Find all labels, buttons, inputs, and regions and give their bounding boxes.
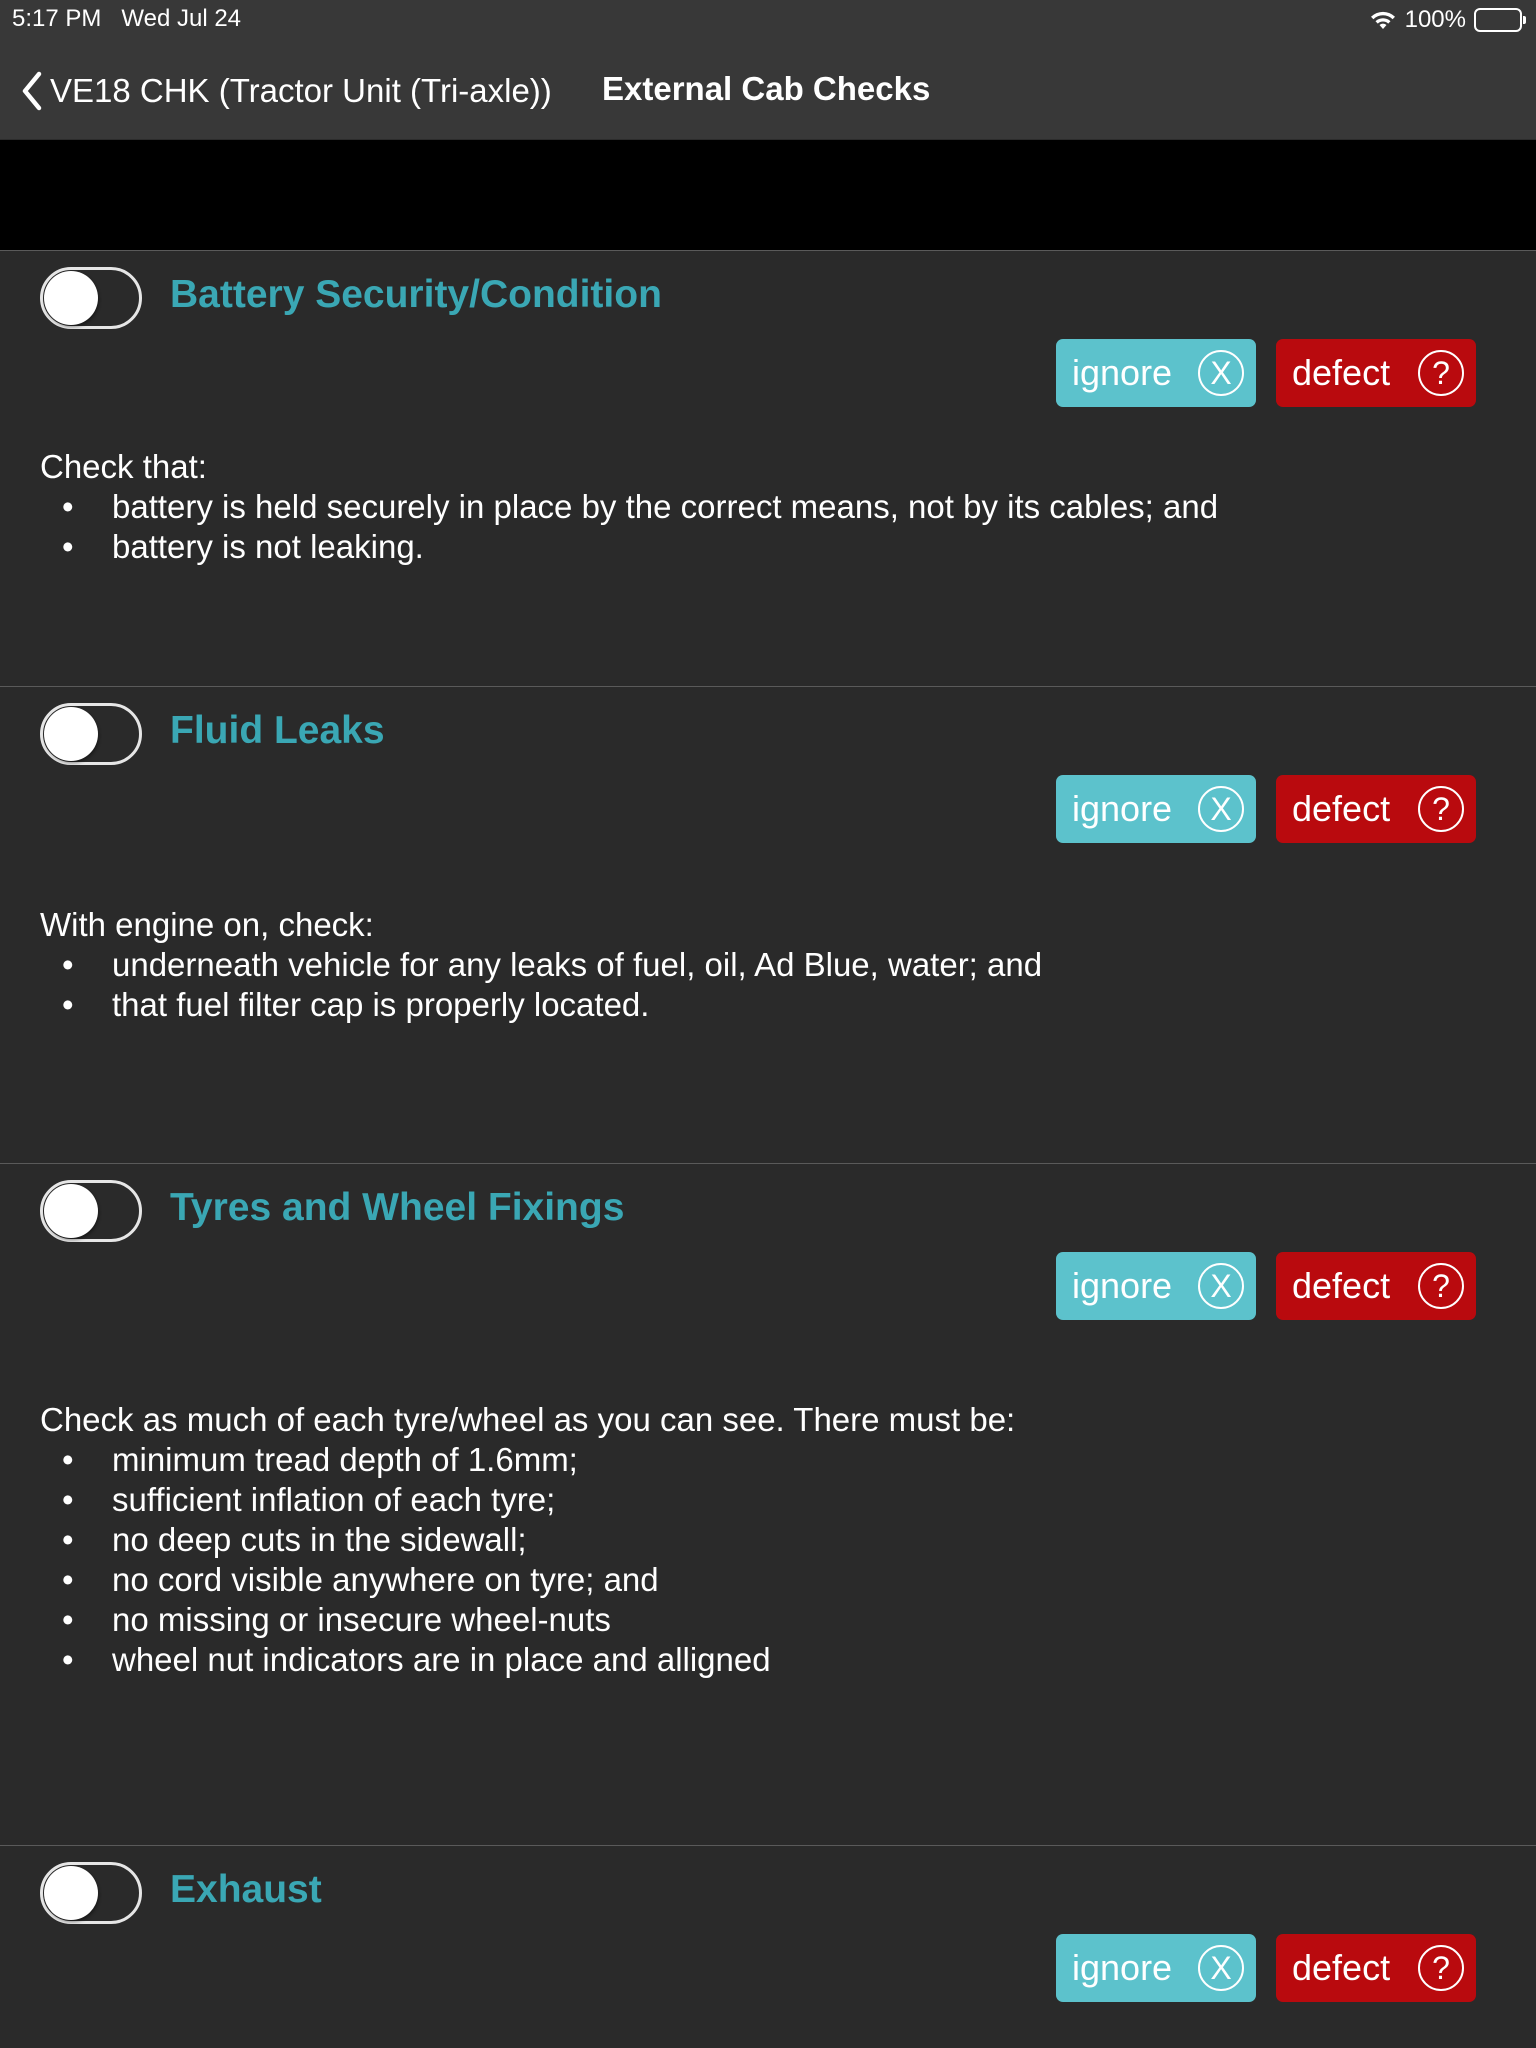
check-item [0,1163,1536,1845]
page-title: External Cab Checks [602,70,931,107]
close-circle-icon: X [1198,1263,1244,1309]
ignore-button-label: ignore [1072,1947,1173,1988]
status-bar [0,0,1536,40]
navigation-bar [0,40,1536,140]
check-toggle[interactable] [40,267,142,329]
list-item: • wheel nut indicators are in place and alligned [62,1641,771,1678]
list-item: • minimum tread depth of 1.6mm; [62,1441,578,1478]
check-description [40,1400,1015,1680]
defect-button-label: defect [1292,352,1391,393]
close-circle-icon: X [1198,1945,1244,1991]
check-description [40,447,1218,567]
ignore-button[interactable] [1056,1934,1256,2002]
help-circle-icon: ? [1418,1263,1464,1309]
check-item [0,686,1536,1163]
check-bullet-list [40,487,1218,567]
check-title: Tyres and Wheel Fixings [170,1186,625,1229]
ignore-button[interactable] [1056,339,1256,407]
close-circle-icon: X [1198,786,1244,832]
ignore-button-label: ignore [1072,352,1173,393]
ignore-button-label: ignore [1072,788,1173,829]
defect-button[interactable] [1276,339,1476,407]
list-item: • battery is not leaking. [62,528,424,565]
chevron-left-icon [20,70,44,112]
status-indicators [1369,5,1522,35]
status-date: Wed Jul 24 [121,5,242,32]
check-toggle[interactable] [40,1862,142,1924]
help-circle-icon: ? [1418,350,1464,396]
check-title: Fluid Leaks [170,709,385,752]
back-button[interactable] [20,68,552,114]
battery-icon [1474,8,1522,32]
check-description [40,905,1042,1025]
check-intro: Check as much of each tyre/wheel as you can see. There must be: [40,1401,1016,1438]
wifi-icon [1369,9,1397,31]
ignore-button[interactable] [1056,775,1256,843]
ignore-button-label: ignore [1072,1265,1173,1306]
close-circle-icon: X [1198,350,1244,396]
list-item: • that fuel filter cap is properly located. [62,986,650,1023]
check-bullet-list [40,1440,1015,1680]
list-item: • sufficient inflation of each tyre; [62,1481,556,1518]
back-button-label: VE18 CHK (Tractor Unit (Tri-axle)) [50,72,552,109]
check-title: Battery Security/Condition [170,273,662,316]
check-toggle[interactable] [40,703,142,765]
battery-percent: 100% [1404,6,1466,33]
list-item: • no deep cuts in the sidewall; [62,1521,527,1558]
check-toggle[interactable] [40,1180,142,1242]
check-bullet-list [40,945,1042,1025]
check-item [0,1845,1536,2048]
check-title: Exhaust [170,1868,322,1911]
check-intro: With engine on, check: [40,906,374,943]
status-time-date [12,5,241,33]
list-item: • no missing or insecure wheel-nuts [62,1601,611,1638]
defect-button-label: defect [1292,1947,1391,1988]
check-intro: Check that: [40,448,207,485]
defect-button[interactable] [1276,1934,1476,2002]
help-circle-icon: ? [1418,1945,1464,1991]
list-item: • battery is held securely in place by the correct means, not by its cables; and [62,488,1219,525]
list-item: • no cord visible anywhere on tyre; and [62,1561,659,1598]
status-time: 5:17 PM [12,5,102,32]
defect-button[interactable] [1276,775,1476,843]
help-circle-icon: ? [1418,786,1464,832]
ignore-button[interactable] [1056,1252,1256,1320]
check-item [0,250,1536,686]
defect-button-label: defect [1292,1265,1391,1306]
defect-button-label: defect [1292,788,1391,829]
list-item: • underneath vehicle for any leaks of fuel, oil, Ad Blue, water; and [62,946,1043,983]
header-banner [0,140,1536,250]
defect-button[interactable] [1276,1252,1476,1320]
